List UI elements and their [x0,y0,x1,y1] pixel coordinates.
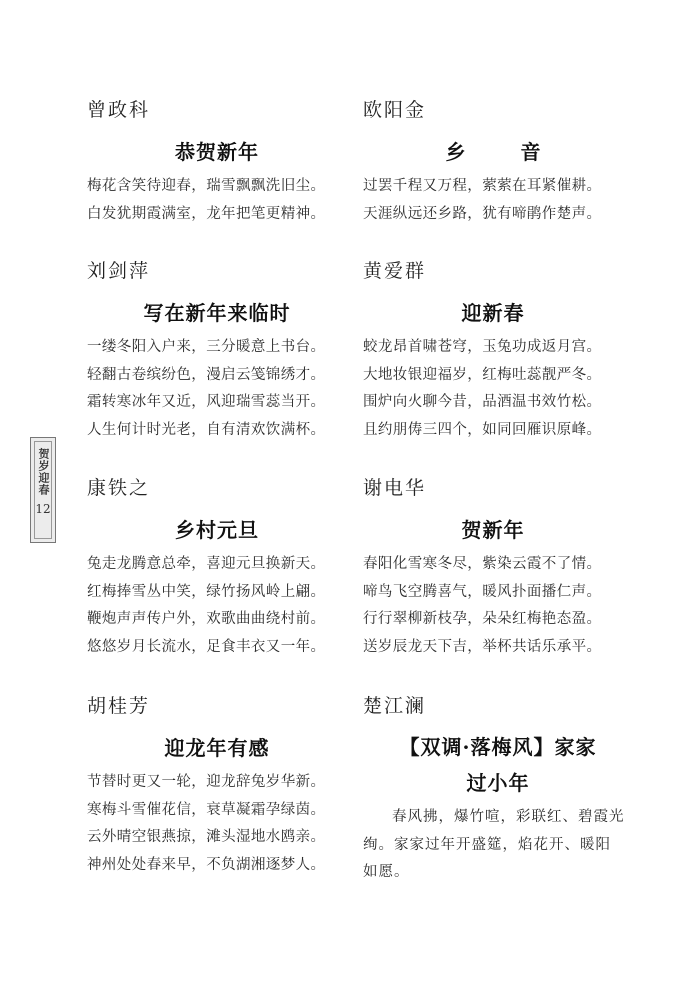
poem-title: 贺新年 [461,518,525,542]
side-tab-frame [34,441,52,539]
poem-line: 人生何计时光老，自有清欢饮满杯。 [87,421,326,438]
poem-line: 过罢千程又万程，萦萦在耳紧催耕。 [363,178,602,194]
poem-title: 【双调·落梅风】家家 [399,735,597,759]
poem-line: 悠悠岁月长流水，足食丰衣又一年。 [87,638,326,655]
poem-block [87,691,347,879]
poem-line: 一缕冬阳入户来，三分暖意上书台。 [87,339,326,355]
poem-title: 写在新年来临时 [143,301,291,325]
poem-line: 云外晴空银燕掠，滩头湿地水鸥亲。 [87,829,326,845]
poem-author: 曾政科 [87,99,151,121]
poem-title: 迎新春 [461,301,525,325]
poem-line: 梅花含笑待迎春，瑞雪飘飘洗旧尘。 [87,178,326,194]
poem-line: 大地妆银迎福岁，红梅吐蕊靓严冬。 [363,366,602,383]
poem-line: 神州处处春来早，不负湖湘逐梦人。 [87,856,326,873]
poem-author: 胡桂芳 [87,695,151,717]
poem-block [87,256,347,444]
poem-line: 节替时更又一轮，迎龙辞兔岁华新。 [87,774,326,790]
page-number: 12 [35,502,51,516]
poem-author: 楚江澜 [363,695,427,717]
poem-block [363,256,623,444]
poem-prose: 春风拂，爆竹喧，彩联红、碧霞光绚。家家过年开盛筵，焰花开、暖阳如愿。 [363,809,625,880]
poem-line: 送岁辰龙天下吉，举杯共话乐承平。 [363,638,602,655]
poem-line: 且约朋俦三四个，如同回雁识原峰。 [363,421,602,438]
poem-title: 迎龙年有感 [164,736,270,760]
poem-author: 刘剑萍 [87,260,151,282]
poem-author: 欧阳金 [363,99,427,121]
poem-title: 乡村元旦 [175,518,259,542]
side-tab [30,437,56,543]
poem-author: 康铁之 [87,477,151,499]
poem-line: 天涯纵远还乡路，犹有啼鹃作楚声。 [363,205,602,222]
side-tab-label: 贺岁迎春 [37,448,50,496]
poem-line: 轻翻古卷缤纷色，漫启云笺锦绣才。 [87,366,326,383]
poem-line: 红梅捧雪丛中笑，绿竹扬风岭上翩。 [87,583,326,600]
poem-block [363,691,633,887]
poem-title: 乡 音 [445,140,565,164]
poem-line: 春阳化雪寒冬尽，紫染云霞不了情。 [363,556,602,572]
poem-block [87,473,347,661]
poem-subtitle: 过小年 [466,771,530,795]
poem-author: 黄爱群 [363,260,427,282]
poem-block [87,95,347,228]
poem-author: 谢电华 [363,477,427,499]
poem-title: 恭贺新年 [175,140,259,164]
poem-line: 鞭炮声声传户外，欢歌曲曲绕村前。 [87,611,326,627]
poem-block [363,473,623,661]
poem-line: 蛟龙昂首啸苍穹，玉兔功成返月宫。 [363,339,602,355]
poem-line: 行行翠柳新枝孕，朵朵红梅艳态盈。 [363,611,602,627]
poem-line: 霜转寒冰年又近，风迎瑞雪蕊当开。 [87,394,326,410]
poem-line: 白发犹期霞满室，龙年把笔更精神。 [87,205,326,222]
poem-line: 围炉向火聊今昔，品酒温书效竹松。 [363,394,602,410]
poem-line: 兔走龙腾意总牵，喜迎元旦换新天。 [87,556,326,572]
poem-block [363,95,623,228]
poem-line: 啼鸟飞空腾喜气，暖风扑面播仁声。 [363,583,602,600]
poem-line: 寒梅斗雪催花信，衰草凝霜孕绿茵。 [87,801,326,818]
